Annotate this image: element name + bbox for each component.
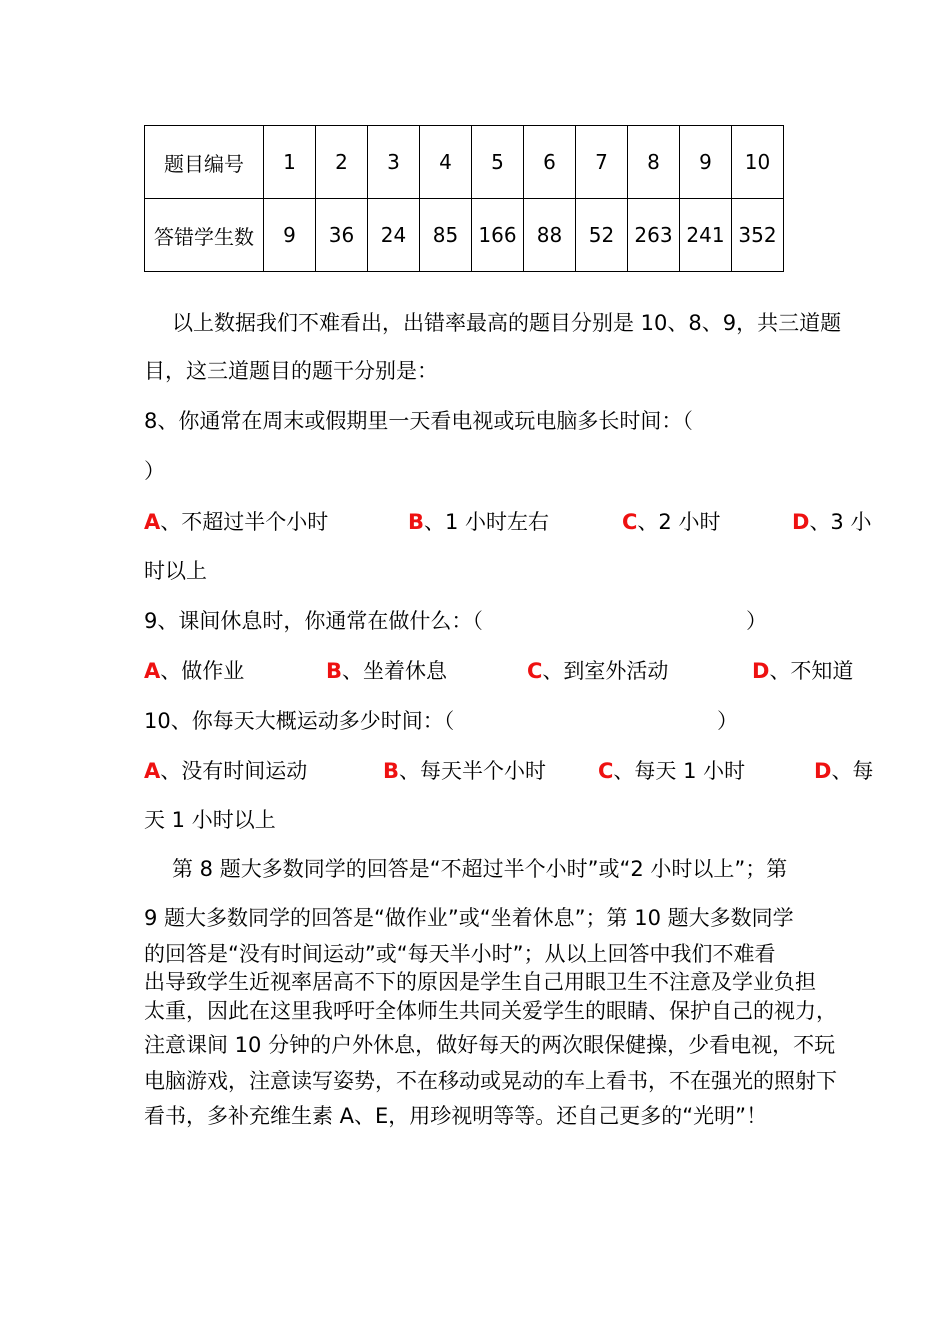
option-text: 、坐着休息 (342, 659, 448, 683)
q10-option-a (144, 755, 307, 785)
table-cell: 85 (420, 199, 472, 272)
option-text: 、每 (831, 759, 874, 783)
q8-option-a (144, 506, 328, 536)
table-cell: 263 (628, 199, 680, 272)
q10-option-c (598, 755, 745, 785)
table-row (145, 126, 784, 199)
q8-option-d-cont: 时以上 (144, 559, 207, 583)
q8-stem: 8、你通常在周末或假期里一天看电视或玩电脑多长时间：（ (144, 409, 693, 433)
option-letter: A (144, 510, 161, 534)
q9-option-d (752, 655, 853, 685)
option-text: 、没有时间运动 (160, 759, 308, 783)
option-letter: C (598, 759, 614, 783)
conclusion-line-8: 看书，多补充维生素 A、E，用珍视明等等。还自己更多的“光明”！ (144, 1104, 768, 1128)
option-letter: C (527, 659, 543, 683)
table-row-header: 答错学生数 (145, 199, 264, 272)
option-letter: D (792, 510, 810, 534)
table-cell: 166 (472, 199, 524, 272)
q8-option-d (792, 506, 871, 536)
table-cell: 352 (732, 199, 784, 272)
q9-option-c (527, 655, 668, 685)
table-cell: 5 (472, 126, 524, 199)
option-letter: B (326, 659, 343, 683)
option-text: 、2 小时 (637, 510, 721, 534)
conclusion-line-7: 电脑游戏，注意读写姿势，不在移动或晃动的车上看书，不在强光的照射下 (144, 1069, 837, 1093)
q9-option-b (326, 655, 447, 685)
option-letter: D (814, 759, 832, 783)
option-letter: A (144, 759, 161, 783)
table-cell: 24 (368, 199, 420, 272)
table-cell: 9 (680, 126, 732, 199)
q9-option-a (144, 655, 244, 685)
intro-line-2: 目，这三道题目的题干分别是： (144, 359, 438, 383)
option-text: 、每天 1 小时 (613, 759, 746, 783)
option-text: 、每天半个小时 (399, 759, 547, 783)
table-cell: 241 (680, 199, 732, 272)
option-letter: C (622, 510, 638, 534)
q8-option-b (408, 506, 549, 536)
conclusion-line-4: 出导致学生近视率居高不下的原因是学生自己用眼卫生不注意及学业负担 (144, 970, 816, 994)
table-cell: 1 (264, 126, 316, 199)
conclusion-line-1: 第 8 题大多数同学的回答是“不超过半个小时”或“2 小时以上”；第 (172, 857, 788, 881)
table-cell: 10 (732, 126, 784, 199)
table-cell: 6 (524, 126, 576, 199)
option-letter: D (752, 659, 770, 683)
q10-stem: 10、你每天大概运动多少时间：（ (144, 709, 455, 733)
conclusion-line-6: 注意课间 10 分钟的户外休息，做好每天的两次眼保健操，少看电视，不玩 (144, 1033, 836, 1057)
option-text: 、1 小时左右 (424, 510, 550, 534)
option-text: 、做作业 (160, 659, 245, 683)
option-text: 、3 小 (809, 510, 872, 534)
option-text: 、不超过半个小时 (160, 510, 329, 534)
q10-stem-close: ） (717, 709, 738, 733)
conclusion-line-2: 9 题大多数同学的回答是“做作业”或“坐着休息”；第 10 题大多数同学 (144, 906, 794, 930)
table-cell: 2 (316, 126, 368, 199)
q8-stem-cont: ） (144, 459, 165, 483)
table-cell: 7 (576, 126, 628, 199)
table-cell: 9 (264, 199, 316, 272)
table-row (145, 199, 784, 272)
q9-stem-close: ） (746, 609, 767, 633)
option-letter: A (144, 659, 161, 683)
table-cell: 88 (524, 199, 576, 272)
table-cell: 52 (576, 199, 628, 272)
table-cell: 3 (368, 126, 420, 199)
wrong-answer-table (144, 125, 784, 272)
option-letter: B (408, 510, 425, 534)
table-row-header: 题目编号 (145, 126, 264, 199)
table-cell: 36 (316, 199, 368, 272)
table-cell: 4 (420, 126, 472, 199)
intro-line-1: 以上数据我们不难看出，出错率最高的题目分别是 10、8、9，共三道题 (172, 311, 842, 335)
q10-option-d-cont: 天 1 小时以上 (144, 808, 276, 832)
q9-stem: 9、课间休息时，你通常在做什么：（ (144, 609, 483, 633)
q10-option-b (383, 755, 546, 785)
conclusion-line-3: 的回答是“没有时间运动”或“每天半小时”；从以上回答中我们不难看 (144, 942, 776, 966)
conclusion-line-5: 太重，因此在这里我呼吁全体师生共同关爱学生的眼睛、保护自己的视力， (144, 999, 837, 1023)
option-text: 、到室外活动 (542, 659, 669, 683)
option-text: 、不知道 (769, 659, 854, 683)
q10-option-d (814, 755, 873, 785)
table-cell: 8 (628, 126, 680, 199)
option-letter: B (383, 759, 400, 783)
q8-option-c (622, 506, 720, 536)
